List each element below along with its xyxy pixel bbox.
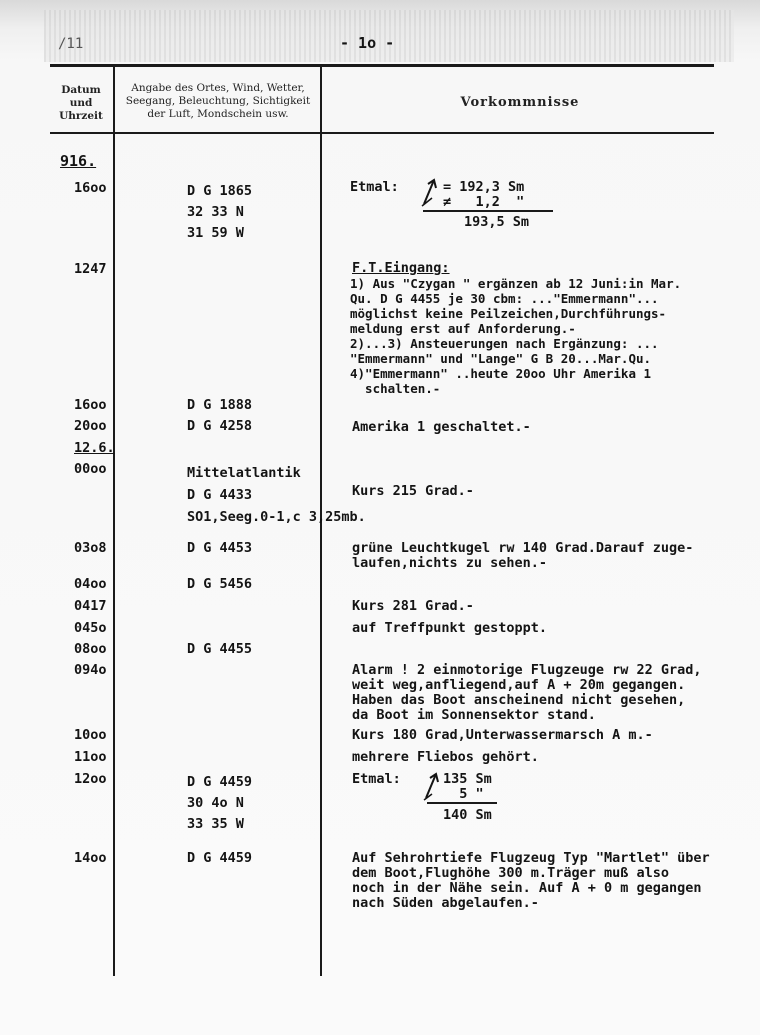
event-kurs-180: Kurs 180 Grad,Unterwassermarsch A m.- bbox=[352, 727, 653, 743]
place-dg4459b: D G 4459 bbox=[187, 850, 253, 866]
col-divider-1 bbox=[113, 66, 115, 976]
header-rule bbox=[50, 132, 714, 134]
etmal-1-sum-rule bbox=[423, 210, 553, 212]
time-0417: 0417 bbox=[74, 598, 107, 614]
time-1400: 14oo bbox=[74, 850, 107, 866]
date-916: 916. bbox=[60, 152, 97, 170]
event-gestoppt: auf Treffpunkt gestoppt. bbox=[352, 620, 548, 636]
col-header-place: Angabe des Ortes, Wind, Wetter, Seegang, Beleuchtung, Sichtigkeit der Luft, Mondschein usw. bbox=[125, 82, 311, 120]
time-0800: 08oo bbox=[74, 641, 107, 657]
event-fliebos: mehrere Fliebos gehört. bbox=[352, 749, 539, 765]
place-dg4258: D G 4258 bbox=[187, 418, 253, 434]
etmal-label-1: Etmal: bbox=[350, 179, 399, 195]
place-dg1888: D G 1888 bbox=[187, 397, 253, 413]
etmal-label-2: Etmal: bbox=[352, 771, 401, 787]
time-1247: 1247 bbox=[74, 261, 107, 277]
etmal-2-line1: 135 Sm bbox=[443, 771, 492, 787]
etmal-1-total: 193,5 Sm bbox=[464, 214, 530, 230]
event-leuchtkugel: grüne Leuchtkugel rw 140 Grad.Darauf zuge- laufen,nichts zu sehen.- bbox=[352, 540, 694, 571]
time-1200: 12oo bbox=[74, 771, 107, 787]
time-0450: 045o bbox=[74, 620, 107, 636]
etmal-1-line2: ≠ 1,2 " bbox=[443, 194, 525, 210]
time-1000: 10oo bbox=[74, 727, 107, 743]
etmal-2-sum-rule bbox=[427, 802, 497, 804]
top-rule bbox=[50, 64, 714, 67]
place-dg4453: D G 4453 bbox=[187, 540, 253, 556]
page-number: - 1o - bbox=[340, 34, 395, 52]
place-dg4459: D G 4459 30 4o N 33 35 W bbox=[187, 774, 253, 832]
time-2000: 20oo bbox=[74, 418, 107, 434]
time-1100: 11oo bbox=[74, 749, 107, 765]
place-dg5456: D G 5456 bbox=[187, 576, 253, 592]
event-amerika: Amerika 1 geschaltet.- bbox=[352, 419, 531, 435]
time-0308: 03o8 bbox=[74, 540, 107, 556]
event-kurs-281: Kurs 281 Grad.- bbox=[352, 598, 474, 614]
event-kurs-215: Kurs 215 Grad.- bbox=[352, 483, 474, 499]
time-1600b: 16oo bbox=[74, 397, 107, 413]
place-mittelatlantik: Mittelatlantik D G 4433 SO1,Seeg.0-1,c 3,25mb. bbox=[187, 465, 366, 525]
ft-eingang-heading: F.T.Eingang: bbox=[352, 260, 450, 276]
margin-mark: /11 bbox=[58, 36, 84, 52]
etmal-1-line1: = 192,3 Sm bbox=[443, 179, 525, 195]
col-header-date: Datum und Uhrzeit bbox=[59, 84, 103, 122]
date-12-6: 12.6. bbox=[74, 440, 115, 456]
time-0400: 04oo bbox=[74, 576, 107, 592]
time-0000: 00oo bbox=[74, 461, 107, 477]
col-header-events: Vorkommnisse bbox=[460, 95, 580, 110]
place-dg4455: D G 4455 bbox=[187, 641, 253, 657]
time-1600: 16oo bbox=[74, 180, 107, 196]
event-alarm: Alarm ! 2 einmotorige Flugzeuge rw 22 Grad, weit weg,anfliegend,auf A + 20m gegangen. Haben das Boot anscheinend nicht gesehen, da Boot im Sonnensektor stand. bbox=[352, 662, 702, 723]
place-dg1865: D G 1865 32 33 N 31 59 W bbox=[187, 183, 253, 241]
event-martlet: Auf Sehrohrtiefe Flugzeug Typ "Martlet" über dem Boot,Flughöhe 300 m.Träger muß also noch in der Nähe sein. Auf A + 0 m gegangen nach Süden abgelaufen.- bbox=[352, 850, 710, 911]
time-0940: 094o bbox=[74, 662, 107, 678]
etmal-2-line2: 5 " bbox=[443, 786, 484, 802]
etmal-2-total: 140 Sm bbox=[443, 807, 492, 823]
ft-eingang-text: 1) Aus "Czygan " ergänzen ab 12 Juni:in Mar. Qu. D G 4455 je 30 cbm: ..."Emmermann"... möglichst keine Peilzeichen,Durchführungs- meldung erst auf Anforderung.- 2)...3) Ansteuerungen nach Ergänzung: ... "Emmermann" und "Lange" G B 20...Mar.Qu. 4)"Emmermann" ..heute 20oo Uhr Amerika 1 schalten.- bbox=[350, 276, 682, 396]
